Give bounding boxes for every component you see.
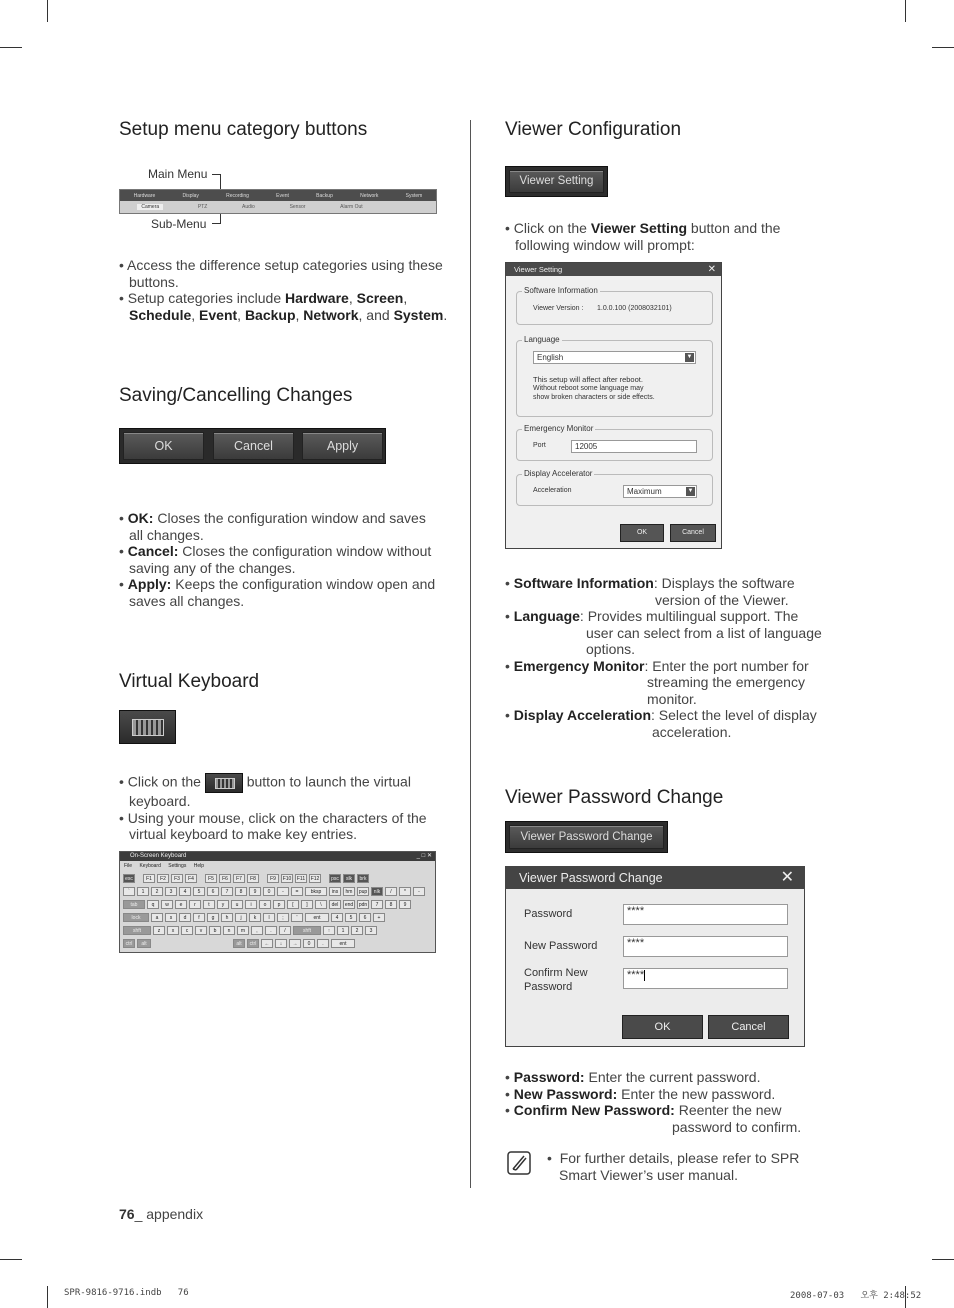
osk-key[interactable]: ;	[277, 913, 289, 922]
osk-key[interactable]: tab	[123, 900, 145, 909]
osk-key[interactable]: F10	[282, 876, 292, 882]
display-accelerator-label: Display Accelerator	[524, 469, 593, 478]
password-ok-button[interactable]: OK	[622, 1015, 703, 1039]
osk-key[interactable]: bksp	[305, 887, 327, 896]
language-note-2: Without reboot some language may	[533, 385, 644, 392]
setup-bullet-2: • Setup categories include Hardware, Screen, Schedule, Event, Backup, Network, and System.	[119, 290, 448, 323]
osk-key[interactable]: 0	[263, 887, 275, 896]
osk-menu-keyboard[interactable]: Keyboard	[139, 863, 161, 869]
password-value: ****	[627, 905, 645, 917]
osk-key[interactable]: 3	[365, 926, 377, 935]
osk-key[interactable]: e	[175, 900, 187, 909]
page-footer	[119, 1206, 203, 1222]
setup-bullet-1: • Access the difference setup categories using these buttons.	[119, 257, 443, 290]
osk-key[interactable]: alt	[137, 939, 151, 948]
osk-key[interactable]: s	[165, 913, 177, 922]
osk-key[interactable]: d	[179, 913, 191, 922]
osk-key[interactable]: 7	[371, 900, 383, 909]
software-info-group	[516, 286, 713, 325]
osk-key[interactable]: ←	[261, 939, 273, 948]
osk-key[interactable]: *	[399, 887, 411, 896]
desc-software-info: • Software Information: Displays the software	[505, 575, 795, 591]
password-change-titlebar	[506, 867, 804, 889]
osk-title: On-Screen Keyboard	[130, 853, 187, 859]
osk-key[interactable]: ctrl	[247, 939, 259, 948]
osk-key[interactable]: ↑	[323, 926, 335, 935]
osk-key[interactable]: 9	[249, 887, 261, 896]
viewer-password-change-button[interactable]	[505, 821, 668, 853]
osk-key[interactable]: alt	[233, 939, 245, 948]
main-menu-label: Main Menu	[148, 167, 208, 181]
menu-hardware[interactable]: Hardware	[133, 192, 156, 199]
osk-key[interactable]: m	[237, 926, 249, 935]
close-icon[interactable]: ✕	[780, 869, 794, 886]
software-info-label: Software Information	[524, 286, 598, 295]
osk-menu-settings[interactable]: Settings	[168, 863, 187, 869]
osk-key[interactable]: 4	[331, 913, 343, 922]
osk-key[interactable]: -	[277, 887, 289, 896]
confirm-password-input[interactable]	[623, 968, 788, 989]
port-value: 12005	[575, 442, 598, 451]
osk-key[interactable]: 5	[345, 913, 357, 922]
osk-key[interactable]: p	[273, 900, 285, 909]
ok-button[interactable]: OK	[123, 432, 204, 460]
osk-key[interactable]: `	[123, 887, 135, 896]
osk-key[interactable]: f	[193, 913, 205, 922]
crop-mark	[0, 1259, 22, 1260]
osk-key[interactable]: ,	[251, 926, 263, 935]
osk-menubar	[124, 863, 204, 869]
osk-key[interactable]: F5	[205, 874, 217, 883]
password-change-window	[505, 866, 805, 1047]
desc-language-cont1: user can select from a list of language	[586, 624, 822, 641]
submenu-ptz[interactable]: PTZ	[197, 204, 208, 210]
print-date-info: 2008-07-03 오후 2:48:52	[790, 1291, 922, 1301]
pw-bullet-password: • Password: Enter the current password.	[505, 1069, 761, 1085]
osk-key[interactable]: k	[249, 913, 261, 922]
saving-title: Saving/Cancelling Changes	[119, 385, 353, 406]
osk-key[interactable]: F8	[247, 874, 259, 883]
language-value: English	[537, 353, 564, 362]
osk-key[interactable]: F12	[310, 876, 320, 882]
pw-bullet-confirm: • Confirm New Password: Reenter the new	[505, 1102, 782, 1118]
new-password-label: New Password	[524, 940, 598, 952]
keyboard-icon	[132, 719, 164, 736]
confirm-password-label	[524, 966, 588, 994]
acceleration-select[interactable]	[623, 485, 697, 498]
callout-line	[212, 174, 221, 189]
keyboard-icon-inline	[205, 773, 243, 793]
osk-key[interactable]: /	[385, 887, 397, 896]
saving-bullets	[119, 510, 439, 609]
submenu-audio[interactable]: Audio	[242, 204, 255, 210]
keyboard-icon	[215, 778, 235, 789]
osk-key[interactable]: →	[289, 939, 301, 948]
osk-key[interactable]: F1	[143, 874, 155, 883]
confirm-label-2: Password	[524, 981, 573, 993]
ok-cancel-apply-bar	[119, 428, 386, 464]
emergency-monitor-group	[516, 424, 713, 461]
viewer-config-descriptions	[505, 575, 825, 740]
menu-network[interactable]: Network	[360, 192, 379, 199]
keyboard-button[interactable]	[119, 710, 176, 744]
language-label: Language	[524, 335, 560, 344]
viewer-setting-titlebar	[506, 263, 721, 276]
menu-system[interactable]: System	[405, 192, 423, 199]
crop-mark	[47, 1286, 48, 1308]
menu-event[interactable]: Event	[276, 192, 289, 199]
osk-key[interactable]: g	[207, 913, 219, 922]
osk-key[interactable]: slk	[343, 874, 355, 883]
osk-key[interactable]: 2	[151, 887, 163, 896]
display-accelerator-group	[516, 469, 713, 506]
chevron-down-icon[interactable]: ▼	[686, 354, 693, 360]
osk-key[interactable]: psc	[329, 874, 341, 883]
desc-software-info-cont: version of the Viewer.	[655, 591, 789, 608]
password-cancel-button[interactable]: Cancel	[708, 1015, 789, 1039]
note-text: • For further details, please refer to SPR Smart Viewer’s user manual.	[547, 1150, 800, 1183]
osk-key[interactable]: i	[245, 900, 257, 909]
osk-keys	[123, 874, 432, 950]
osk-key[interactable]: c	[181, 926, 193, 935]
osk-key[interactable]: del	[329, 900, 341, 909]
desc-language: • Language: Provides multilingual support. The	[505, 608, 799, 624]
osk-key[interactable]: 8	[235, 887, 247, 896]
vkeyboard-title: Virtual Keyboard	[119, 671, 260, 692]
viewer-setting-window	[505, 262, 722, 549]
text-cursor	[644, 970, 645, 981]
viewer-setting-button[interactable]	[505, 166, 608, 197]
osk-key[interactable]: o	[259, 900, 271, 909]
osk-key[interactable]: esc	[123, 874, 135, 883]
language-note-1: This setup will affect after reboot.	[533, 375, 643, 384]
note-icon	[505, 1149, 533, 1177]
osk-key[interactable]: +	[373, 913, 385, 922]
menu-display[interactable]: Display	[182, 192, 199, 199]
pw-change-title: Viewer Password Change	[505, 787, 724, 808]
menu-recording[interactable]: Recording	[226, 192, 249, 199]
osk-key[interactable]: shft	[123, 926, 151, 935]
desc-display-accel: • Display Acceleration: Select the level of display	[505, 707, 817, 723]
osk-key[interactable]: [	[287, 900, 299, 909]
column-divider	[470, 120, 471, 1188]
osk-key[interactable]: brk	[357, 874, 369, 883]
osk-key[interactable]: v	[195, 926, 207, 935]
osk-key[interactable]: .	[265, 926, 277, 935]
viewer-config-intro	[505, 220, 795, 253]
osk-key[interactable]: -	[413, 887, 425, 896]
saving-bullet-ok: • OK: Closes the configuration window and saves all changes.	[119, 510, 426, 543]
password-label: Password	[524, 908, 573, 920]
viewer-config-title: Viewer Configuration	[505, 119, 682, 140]
osk-key[interactable]: F11	[296, 876, 306, 882]
setup-title: Setup menu category buttons	[119, 119, 368, 140]
osk-key[interactable]: nlk	[371, 887, 383, 896]
viewer-version-label: Viewer Version :	[533, 305, 584, 312]
apply-button[interactable]: Apply	[302, 432, 383, 460]
osk-key[interactable]: x	[167, 926, 179, 935]
crop-mark	[932, 1259, 954, 1260]
chevron-down-icon[interactable]: ▼	[687, 488, 694, 494]
osk-key[interactable]: b	[209, 926, 221, 935]
osk-key[interactable]: n	[223, 926, 235, 935]
osk-key[interactable]: shft	[293, 926, 321, 935]
crop-mark	[905, 0, 906, 22]
viewer-password-change-label: Viewer Password Change	[509, 825, 664, 849]
acceleration-value: Maximum	[627, 487, 662, 496]
desc-emergency-cont2: monitor.	[647, 690, 697, 707]
menu-backup[interactable]: Backup	[316, 192, 333, 199]
crop-mark	[932, 47, 954, 48]
osk-key[interactable]: 9	[399, 900, 411, 909]
osk-key[interactable]: end	[344, 902, 354, 908]
viewer-config-intro-text: • Click on the Viewer Setting button and the following window will prompt:	[505, 220, 781, 253]
osk-key[interactable]: j	[235, 913, 247, 922]
osk-window	[119, 851, 436, 953]
setup-menu-bar	[119, 189, 437, 214]
osk-key[interactable]: 1	[137, 887, 149, 896]
crop-mark	[47, 0, 48, 22]
osk-key[interactable]: 8	[385, 900, 397, 909]
confirm-password-value: ****	[627, 969, 645, 981]
pw-bullet-confirm-cont: password to confirm.	[672, 1118, 802, 1135]
language-select[interactable]	[533, 351, 696, 364]
osk-key[interactable]: 1	[337, 926, 349, 935]
osk-key[interactable]: hm	[343, 887, 355, 896]
osk-key[interactable]: F3	[171, 874, 183, 883]
sub-menu-row	[120, 202, 380, 212]
osk-key[interactable]: ent	[331, 939, 355, 948]
osk-key[interactable]: F7	[233, 874, 245, 883]
port-input[interactable]	[571, 440, 697, 453]
osk-key[interactable]: q	[147, 900, 159, 909]
acceleration-label: Acceleration	[533, 487, 572, 494]
main-menu-row	[120, 190, 436, 201]
viewer-setting-cancel-button[interactable]: Cancel	[670, 524, 716, 542]
desc-emergency-cont1: streaming the emergency	[647, 674, 805, 690]
page-number: 76	[119, 1206, 135, 1222]
osk-key[interactable]: ins	[329, 887, 341, 896]
osk-key[interactable]: 6	[359, 913, 371, 922]
osk-key[interactable]: 0	[303, 939, 315, 948]
osk-key[interactable]: t	[203, 900, 215, 909]
confirm-label-1: Confirm New	[524, 967, 588, 979]
port-label: Port	[533, 442, 546, 449]
osk-key[interactable]: F6	[219, 874, 231, 883]
desc-display-accel-cont: acceleration.	[652, 723, 732, 740]
submenu-camera[interactable]: Camera	[137, 204, 163, 210]
osk-key[interactable]: h	[221, 913, 233, 922]
osk-key[interactable]: ent	[305, 913, 329, 922]
language-note-3: show broken characters or side effects.	[533, 394, 655, 401]
new-password-value: ****	[627, 937, 645, 949]
viewer-version-value: 1.0.0.100 (2008032101)	[597, 305, 672, 312]
page-section: _ appendix	[134, 1206, 204, 1222]
osk-key[interactable]: 5	[193, 887, 205, 896]
osk-key[interactable]: pdn	[358, 902, 368, 908]
osk-key[interactable]: \	[315, 900, 327, 909]
note	[547, 1150, 807, 1183]
osk-key[interactable]: F2	[157, 874, 169, 883]
desc-language-cont2: options.	[586, 641, 636, 657]
osk-key[interactable]: a	[151, 913, 163, 922]
close-icon[interactable]: ✕	[707, 264, 716, 275]
osk-key[interactable]: 7	[221, 887, 233, 896]
osk-key[interactable]: '	[291, 913, 303, 922]
osk-key[interactable]: ]	[301, 900, 313, 909]
password-input[interactable]	[623, 904, 788, 925]
viewer-setting-label: Viewer Setting	[509, 170, 604, 193]
viewer-setting-ok-button[interactable]: OK	[620, 524, 664, 542]
osk-key[interactable]: .	[317, 939, 329, 948]
osk-key[interactable]: pup	[358, 889, 368, 895]
osk-key[interactable]: 2	[351, 926, 363, 935]
new-password-input[interactable]	[623, 936, 788, 957]
osk-key[interactable]: r	[189, 900, 201, 909]
setup-bullets	[119, 257, 449, 323]
osk-titlebar	[120, 852, 435, 861]
password-change-window-title: Viewer Password Change	[519, 871, 663, 885]
osk-key[interactable]: lock	[123, 913, 149, 922]
language-note	[533, 375, 655, 402]
crop-mark	[0, 47, 22, 48]
osk-key[interactable]: z	[153, 926, 165, 935]
osk-key[interactable]: 4	[179, 887, 191, 896]
osk-key[interactable]: F9	[267, 874, 279, 883]
vkeyboard-bullets	[119, 773, 439, 843]
vkeyboard-bullet-2: • Using your mouse, click on the characters of the virtual keyboard to make key entries.	[119, 809, 427, 842]
cancel-button[interactable]: Cancel	[213, 432, 294, 460]
desc-emergency: • Emergency Monitor: Enter the port number for	[505, 657, 809, 674]
submenu-sensor[interactable]: Sensor	[289, 204, 306, 210]
osk-key[interactable]: y	[217, 900, 229, 909]
saving-bullet-apply: • Apply: Keeps the configuration window open and saves all changes.	[119, 576, 436, 609]
window-controls-icon[interactable]: _ □ ✕	[416, 853, 432, 859]
osk-key[interactable]: ↓	[275, 939, 287, 948]
saving-bullet-cancel: • Cancel: Closes the configuration window without saving any of the changes.	[119, 543, 432, 576]
pw-bullet-new: • New Password: Enter the new password.	[505, 1085, 776, 1102]
osk-key[interactable]: =	[291, 887, 303, 896]
osk-menu-help[interactable]: Help	[193, 863, 205, 869]
submenu-alarm-out[interactable]: Alarm Out	[340, 204, 363, 210]
osk-key[interactable]: /	[279, 926, 291, 935]
osk-key[interactable]: 3	[165, 887, 177, 896]
osk-key[interactable]: ctrl	[123, 939, 135, 948]
osk-menu-file[interactable]: File	[124, 863, 133, 869]
osk-key[interactable]: F4	[185, 874, 197, 883]
pw-change-bullets	[505, 1069, 825, 1135]
sub-menu-label: Sub-Menu	[151, 217, 207, 231]
emergency-monitor-label: Emergency Monitor	[524, 424, 594, 433]
print-file-info: SPR-9816-9716.indb 76	[64, 1288, 189, 1298]
osk-key[interactable]: w	[161, 900, 173, 909]
osk-key[interactable]: l	[263, 913, 275, 922]
viewer-setting-window-title: Viewer Setting	[514, 265, 563, 274]
language-group	[516, 335, 713, 417]
osk-key[interactable]: u	[231, 900, 243, 909]
vkeyboard-bullet-1: • Click on the button to launch the virtual keyboard.	[119, 773, 411, 809]
osk-key[interactable]: 6	[207, 887, 219, 896]
